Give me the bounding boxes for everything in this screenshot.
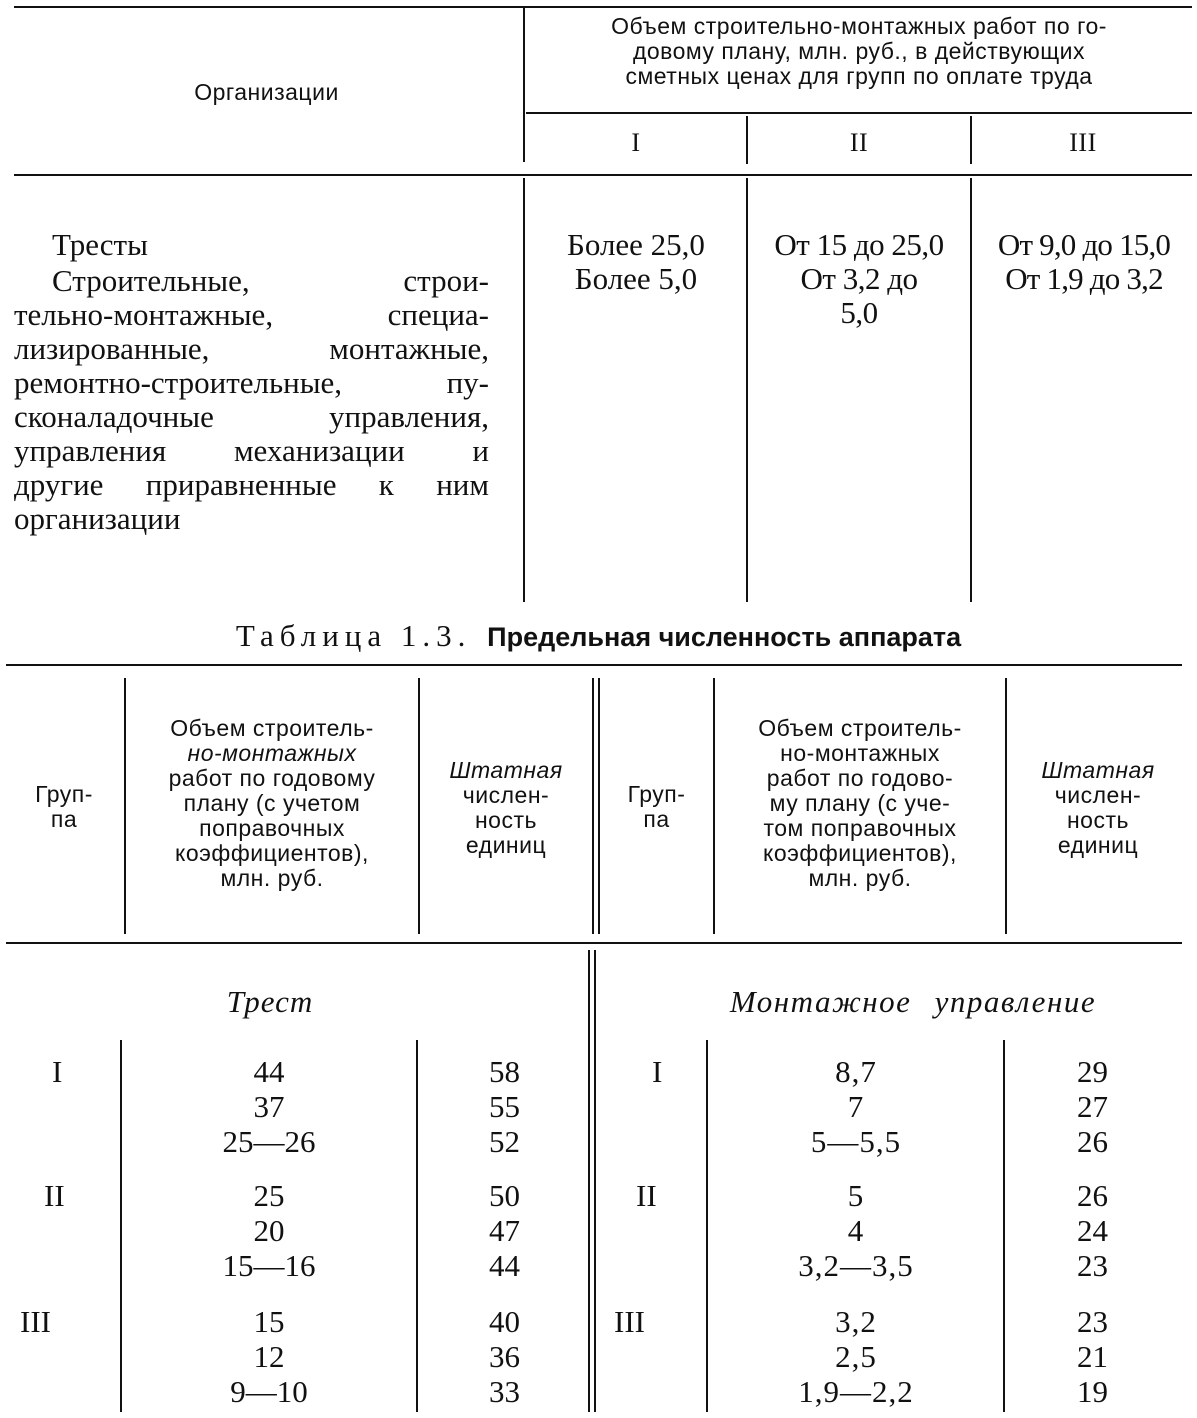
- group-label-II-left: II: [44, 1178, 65, 1213]
- column-divider: [746, 178, 748, 602]
- column-divider: [594, 950, 596, 1412]
- trust-volume-II: [124, 1178, 414, 1283]
- table-top-rule: [14, 6, 1192, 8]
- header-line: единиц: [465, 832, 547, 858]
- value-cell: 4: [847, 1213, 865, 1248]
- value-cell: 44: [253, 1054, 285, 1089]
- install-staff-I: [1008, 1054, 1108, 1159]
- value-cell: 7: [847, 1089, 865, 1124]
- header-line: па: [643, 806, 670, 832]
- header-line: том поправочных: [763, 815, 957, 841]
- header-line: млн. руб.: [808, 865, 912, 891]
- group-label-III-left: III: [20, 1304, 51, 1339]
- install-volume-III: [710, 1304, 1002, 1409]
- group-label-II-right: II: [636, 1178, 657, 1213]
- org-description: [14, 264, 489, 536]
- value-cell: 20: [253, 1213, 285, 1248]
- table-top-rule: [6, 664, 1182, 666]
- column-divider: [523, 178, 525, 602]
- value-line: 5,0: [840, 295, 878, 330]
- header-line: Штатная: [449, 757, 563, 783]
- group-header-right: [601, 782, 712, 832]
- trust-volume-III: [124, 1304, 414, 1409]
- header-line: Объем строитель-: [758, 715, 962, 741]
- value-cell: 25: [253, 1178, 285, 1213]
- value-cell: 27: [1077, 1089, 1108, 1124]
- caption-title: Предельная численность аппарата: [487, 622, 962, 652]
- org-title: Тресты: [52, 227, 148, 262]
- group-header-left: [6, 782, 122, 832]
- value-cell: 58: [489, 1054, 520, 1089]
- value-cell: 37: [253, 1089, 285, 1124]
- header-line: коэффициентов),: [175, 840, 369, 866]
- header-line: плану (с учетом: [183, 790, 361, 816]
- column-divider: [418, 678, 420, 934]
- value-cell: 15: [253, 1304, 285, 1339]
- header-line: коэффициентов),: [763, 840, 957, 866]
- group-III-values: [973, 228, 1195, 296]
- header-group-rule: [526, 112, 1192, 114]
- header-line: но-монтажных: [780, 740, 940, 766]
- value-cell: 12: [253, 1339, 285, 1374]
- org-line: управления механизации и: [14, 433, 489, 468]
- value-cell: 40: [489, 1304, 520, 1339]
- org-line: тельно-монтажные, специа-: [14, 297, 489, 332]
- value-cell: 19: [1077, 1374, 1108, 1409]
- value-cell: 15—16: [222, 1248, 316, 1283]
- trust-staff-II: [420, 1178, 520, 1283]
- install-staff-II: [1008, 1178, 1108, 1283]
- header-line: единиц: [1057, 832, 1139, 858]
- header-line: Объем строительно-монтажных работ по го-: [611, 13, 1107, 39]
- value-cell: 1,9—2,2: [798, 1374, 914, 1409]
- staff-header-left: [421, 758, 591, 858]
- value-cell: 9—10: [230, 1374, 308, 1409]
- column-divider: [523, 6, 525, 162]
- header-line: работ по годовому: [168, 765, 376, 791]
- header-line: па: [50, 806, 78, 832]
- install-volume-I: [710, 1054, 1002, 1159]
- header-line: но-монтажных: [187, 740, 357, 766]
- value-cell: 5: [847, 1178, 865, 1213]
- org-line: организации: [14, 501, 181, 536]
- header-line: млн. руб.: [220, 865, 324, 891]
- group-I-values: [526, 228, 746, 296]
- header-line: Объем строитель-: [170, 715, 374, 741]
- column-divider: [1005, 678, 1007, 934]
- value-cell: 3,2—3,5: [798, 1248, 914, 1283]
- value-cell: 26: [1077, 1124, 1108, 1159]
- group-header-I: I: [631, 128, 641, 157]
- value-line: Более 25,0: [567, 227, 705, 262]
- header-line: ность: [474, 807, 537, 833]
- volume-header: [527, 14, 1191, 89]
- column-divider: [970, 178, 972, 602]
- value-cell: 50: [489, 1178, 520, 1213]
- column-divider: [1003, 1040, 1005, 1412]
- group-header-III: III: [1069, 128, 1097, 157]
- value-cell: 52: [489, 1124, 520, 1159]
- header-line: Штатная: [1041, 757, 1155, 783]
- header-line: сметных ценах для групп по оплате труда: [625, 63, 1093, 89]
- header-line: Груп-: [35, 781, 93, 807]
- column-divider: [588, 950, 590, 1412]
- value-line: От 1,9 до 3,2: [1005, 261, 1163, 296]
- header-line: ность: [1066, 807, 1129, 833]
- install-staff-III: [1008, 1304, 1108, 1409]
- group-II-values: [749, 228, 969, 330]
- value-cell: 3,2: [835, 1304, 877, 1339]
- volume-header-left: [127, 716, 417, 891]
- column-divider: [592, 678, 594, 934]
- value-cell: 29: [1077, 1054, 1108, 1089]
- column-divider: [598, 678, 600, 934]
- value-cell: 36: [489, 1339, 520, 1374]
- value-line: От 3,2 до: [800, 261, 918, 296]
- header-line: Груп-: [627, 781, 686, 807]
- value-cell: 21: [1077, 1339, 1108, 1374]
- value-cell: 8,7: [835, 1054, 877, 1089]
- value-cell: 55: [489, 1089, 520, 1124]
- group-label-I-left: I: [52, 1054, 63, 1089]
- column-divider: [120, 1040, 122, 1412]
- value-cell: 33: [489, 1374, 520, 1409]
- header-line: му плану (с уче-: [769, 790, 951, 816]
- header-line: числен-: [1054, 782, 1142, 808]
- org-line: сконаладочные управления,: [14, 399, 489, 434]
- value-cell: 24: [1077, 1213, 1108, 1248]
- column-divider: [416, 1040, 418, 1412]
- trust-staff-III: [420, 1304, 520, 1409]
- value-line: От 9,0 до 15,0: [997, 227, 1171, 262]
- value-cell: 26: [1077, 1178, 1108, 1213]
- value-cell: 5—5,5: [810, 1124, 902, 1159]
- org-line: другие приравненные к ним: [14, 467, 489, 502]
- column-divider: [124, 678, 126, 934]
- section-label-trust: Трест: [226, 984, 314, 1019]
- volume-header-right: [716, 716, 1004, 891]
- section-label-installation: Монтажное управление: [729, 984, 1097, 1019]
- group-header-II: II: [849, 128, 869, 157]
- header-bottom-rule: [6, 942, 1182, 944]
- header-line: числен-: [462, 782, 550, 808]
- org-line: лизированные, монтажные,: [14, 331, 489, 366]
- column-divider: [706, 1040, 708, 1412]
- header-line: довому плану, млн. руб., в действующих: [632, 38, 1086, 64]
- trust-staff-I: [420, 1054, 520, 1159]
- organizations-header: Организации: [194, 79, 339, 105]
- header-line: работ по годово-: [766, 765, 954, 791]
- value-cell: 23: [1077, 1304, 1108, 1339]
- value-line: Более 5,0: [574, 261, 698, 296]
- caption-prefix: Таблица 1.3.: [235, 618, 472, 653]
- column-divider: [970, 116, 972, 164]
- install-volume-II: [710, 1178, 1002, 1283]
- value-cell: 25—26: [222, 1124, 316, 1159]
- trust-volume-I: [124, 1054, 414, 1159]
- value-cell: 23: [1077, 1248, 1108, 1283]
- group-label-III-right: III: [614, 1304, 645, 1339]
- header-bottom-rule: [14, 174, 1192, 176]
- value-cell: 47: [489, 1213, 520, 1248]
- header-line: поправочных: [199, 815, 345, 841]
- value-line: От 15 до 25,0: [774, 227, 944, 262]
- org-line: ремонтно-строительные, пу-: [14, 365, 489, 400]
- org-line: Строительные, строи-: [52, 263, 489, 298]
- table-caption: [0, 618, 1197, 655]
- column-divider: [746, 116, 748, 164]
- value-cell: 44: [489, 1248, 520, 1283]
- group-label-I-right: I: [652, 1054, 663, 1089]
- staff-header-right: [1008, 758, 1188, 858]
- value-cell: 2,5: [835, 1339, 877, 1374]
- column-divider: [713, 678, 715, 934]
